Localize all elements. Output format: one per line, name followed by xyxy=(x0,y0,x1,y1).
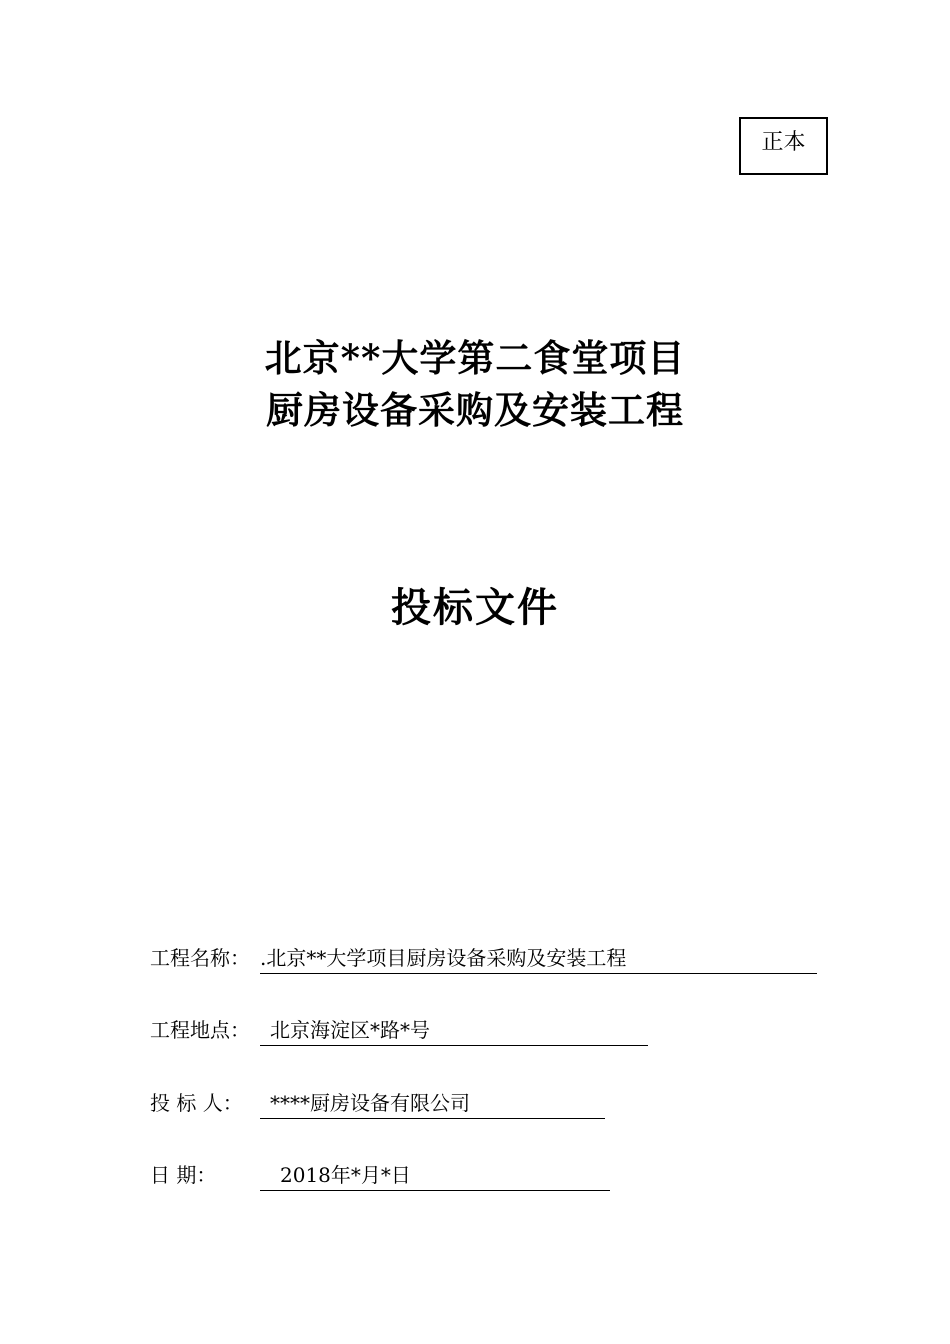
document-type-heading: 投标文件 xyxy=(391,584,559,631)
title-line-1: 北京**大学第二食堂项目 xyxy=(264,336,686,380)
original-copy-stamp xyxy=(739,117,828,175)
project-location-label: 工程地点： xyxy=(150,1018,250,1042)
date-label: 日 期： xyxy=(150,1163,217,1187)
date-value: 2018年*月*日 xyxy=(260,1159,610,1191)
bidder-label: 投 标 人： xyxy=(150,1091,243,1115)
title-line-2: 厨房设备采购及安装工程 xyxy=(266,388,684,432)
stamp-label: 正本 xyxy=(761,130,806,155)
project-location-value: 北京海淀区*路*号 xyxy=(260,1014,648,1046)
project-name-label: 工程名称： xyxy=(150,946,250,970)
project-name-value: .北京**大学项目厨房设备采购及安装工程 xyxy=(260,942,817,974)
bidder-value: ****厨房设备有限公司 xyxy=(260,1087,605,1119)
